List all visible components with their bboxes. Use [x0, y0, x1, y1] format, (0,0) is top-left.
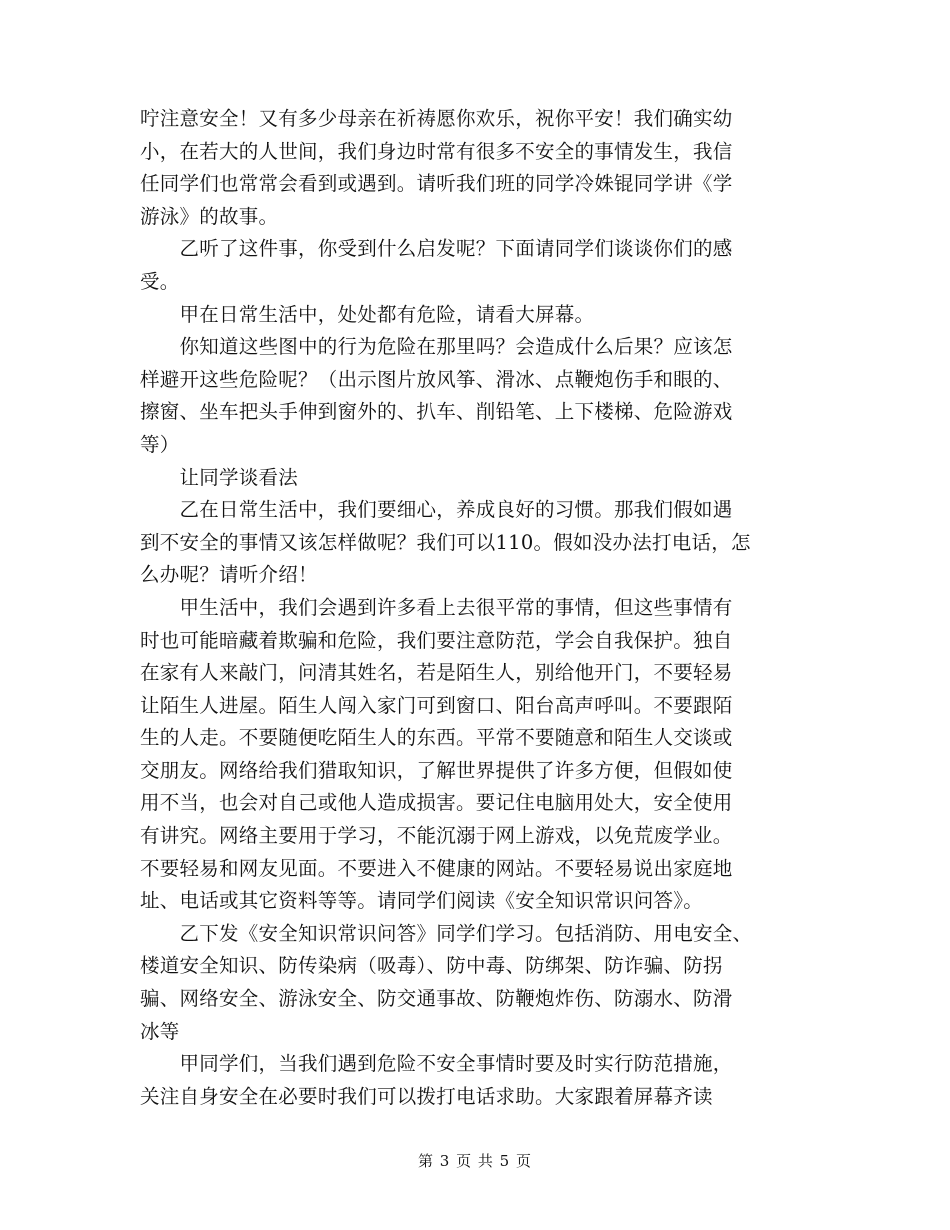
text-line: 任同学们也常常会看到或遇到。请听我们班的同学冷姝锟同学讲《学	[140, 172, 733, 196]
text-line: 甲生活中，我们会遇到许多看上去很平常的事情，但这些事情有	[140, 595, 733, 619]
text-line: 址、电话或其它资料等等。请同学们阅读《安全知识常识问答》。	[140, 889, 704, 913]
text-line: 骗、网络安全、游泳安全、防交通事故、防鞭炮炸伤、防溺水、防滑	[140, 987, 733, 1011]
text-line: 不要轻易和网友见面。不要进入不健康的网站。不要轻易说出家庭地	[140, 856, 733, 880]
text-line: 么办呢？请听介绍！	[140, 563, 318, 587]
text-line: 你知道这些图中的行为危险在那里吗？会造成什么后果？应该怎	[140, 335, 733, 359]
text-line: 让同学谈看法	[140, 465, 299, 489]
text-line: 用不当，也会对自己或他人造成损害。要记住电脑用处大，安全使用	[140, 791, 733, 815]
text-line: 时也可能暗藏着欺骗和危险，我们要注意防范，学会自我保护。独自	[140, 628, 733, 652]
text-line: 冰等	[140, 1019, 180, 1043]
text-line: 生的人走。不要随便吃陌生人的东西。平常不要随意和陌生人交谈或	[140, 726, 733, 750]
text-line: 乙听了这件事，你受到什么启发呢？下面请同学们谈谈你们的感	[140, 237, 733, 261]
text-line: 楼道安全知识、防传染病（吸毒）、防中毒、防绑架、防诈骗、防拐	[140, 954, 723, 978]
text-line: 擦窗、坐车把头手伸到窗外的、扒车、削铅笔、上下楼梯、危险游戏	[140, 400, 733, 424]
text-line: 有讲究。网络主要用于学习，不能沉溺于网上游戏，以免荒废学业。	[140, 824, 733, 848]
text-line: 等）	[140, 432, 180, 456]
text-line: 在家有人来敲门，问清其姓名，若是陌生人，别给他开门，不要轻易	[140, 661, 733, 685]
text-line: 关注自身安全在必要时我们可以拨打电话求助。大家跟着屏幕齐读	[140, 1084, 713, 1108]
text-line: 交朋友。网络给我们猎取知识，了解世界提供了许多方便，但假如使	[140, 758, 733, 782]
text-line: 甲在日常生活中，处处都有危险，请看大屏幕。	[140, 302, 595, 326]
text-line: 受。	[140, 269, 180, 293]
text-line: 咛注意安全！又有多少母亲在祈祷愿你欢乐，祝你平安！我们确实幼	[140, 107, 733, 130]
text-line: 小，在若大的人世间，我们身边时常有很多不安全的事情发生，我信	[140, 139, 733, 163]
text-line: 乙下发《安全知识常识问答》同学们学习。包括消防、用电安全、	[140, 921, 753, 945]
text-line: 甲同学们，当我们遇到危险不安全事情时要及时实行防范措施，	[140, 1052, 733, 1076]
text-line: 到不安全的事情又该怎样做呢？我们可以110。假如没办法打电话，怎	[140, 530, 751, 554]
page-number-footer: 第 3 页 共 5 页	[418, 1152, 532, 1170]
text-line: 乙在日常生活中，我们要细心，养成良好的习惯。那我们假如遇	[140, 498, 733, 522]
document-body	[140, 103, 812, 1113]
text-line: 样避开这些危险呢？（出示图片放风筝、滑冰、点鞭炮伤手和眼的、	[140, 367, 733, 391]
text-line: 让陌生人进屋。陌生人闯入家门可到窗口、阳台高声呼叫。不要跟陌	[140, 693, 733, 717]
text-line: 游泳》的故事。	[140, 204, 279, 228]
